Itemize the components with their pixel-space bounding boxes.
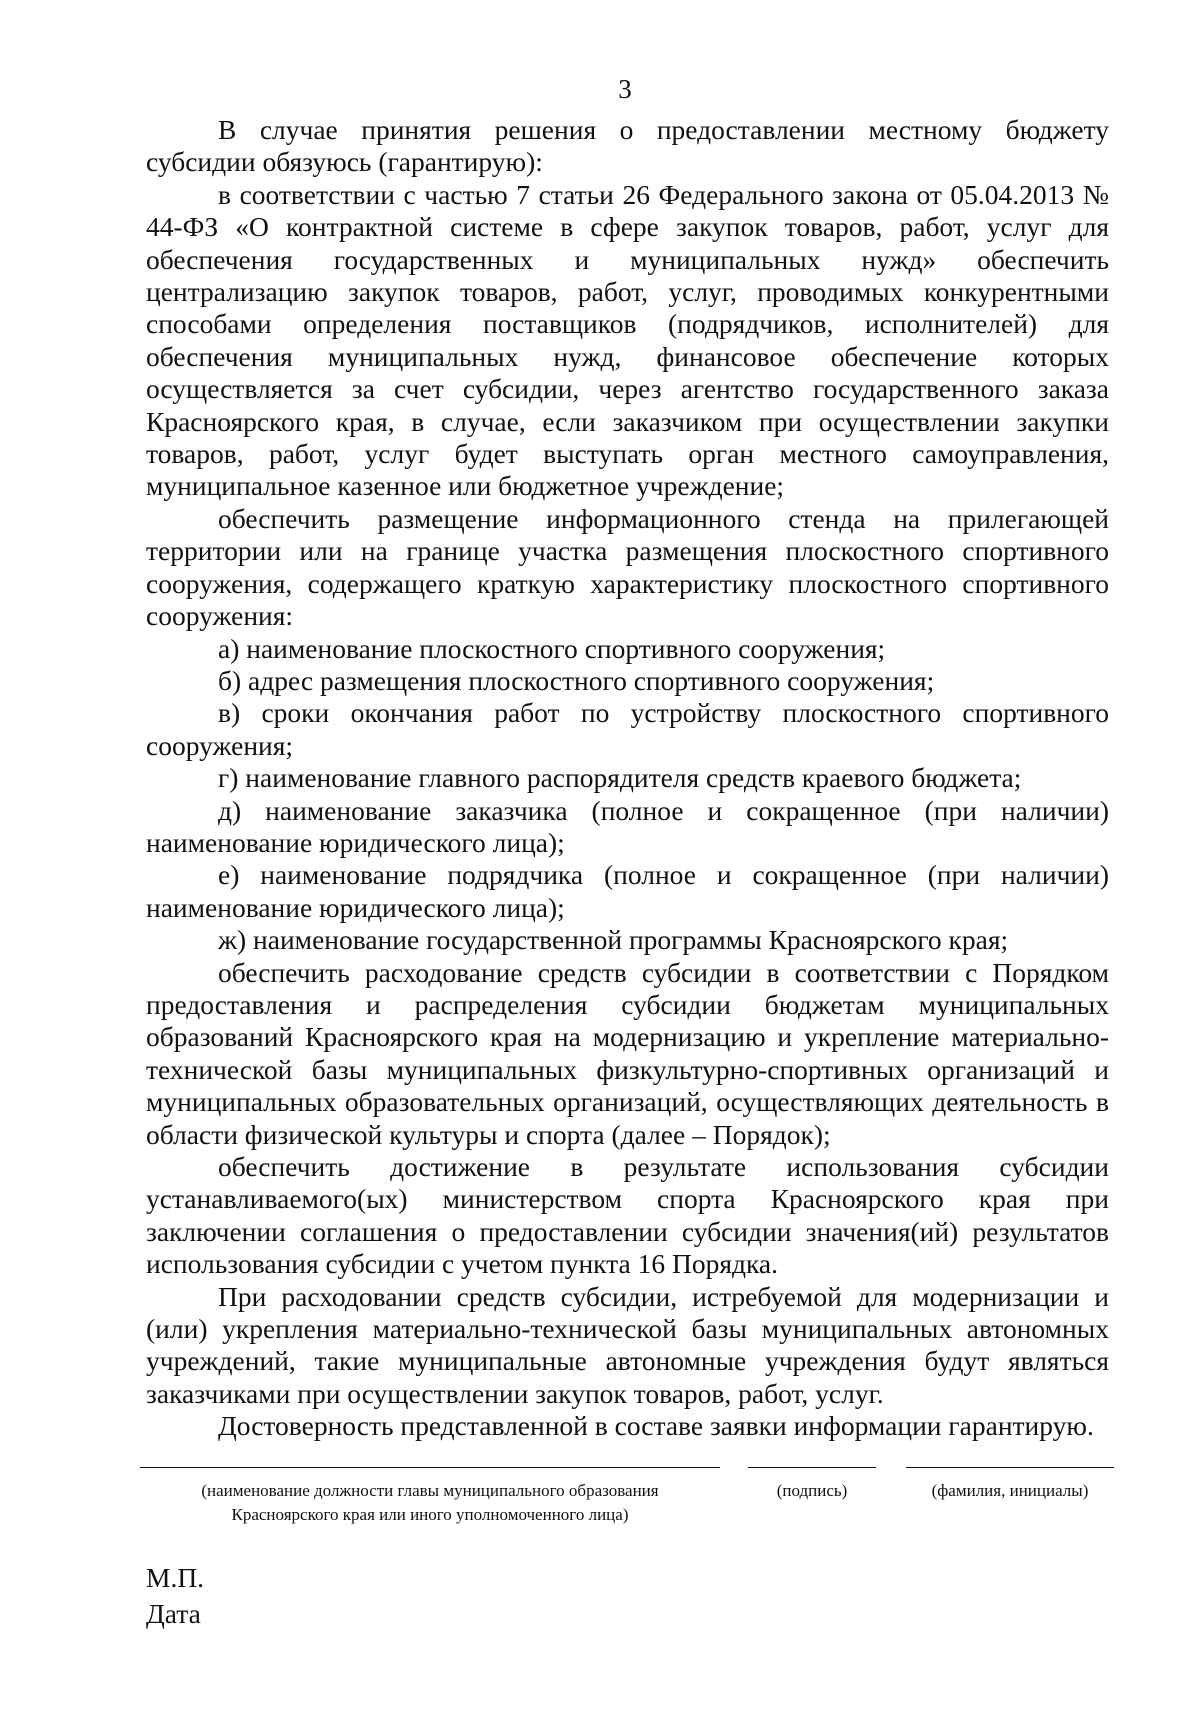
list-item-a: а) наименование плоскостного спортивного сооружения; <box>218 632 886 664</box>
paragraph-centralization: в соответствии с частью 7 статьи 26 Федерального закона от 05.04.2013 № 44-ФЗ «О контрактной системе в сфере закупок товаров, работ, услуг для обеспечения государственных и муниципальных нужд» обеспечить централизацию закупок товаров, работ, услуг, проводимых конкурентными способами определения поставщиков (подрядчиков, исполнителей) для обеспечения муниципальных нужд, финансовое обеспечение которых осуществляется за счет субсидии, через агентство государственного заказа Красноярского края, в случае, если заказчиком при осуществлении закупки товаров, работ, услуг будет выступать орган местного самоуправления, муниципальное казенное или бюджетное учреждение; <box>146 178 1109 502</box>
position-caption-line1: (наименование должности главы муниципального образования <box>201 1481 659 1500</box>
date-label: Дата <box>146 1598 201 1629</box>
signature-block <box>0 1467 1200 1527</box>
list-item-e: е) наименование подрядчика (полное и сокращенное (при наличии) наименование юридического лица); <box>146 859 1109 923</box>
seal-label: М.П. <box>146 1562 205 1593</box>
stamp-block <box>146 1560 204 1632</box>
list-item-g: г) наименование главного распорядителя средств краевого бюджета; <box>218 762 1022 794</box>
position-caption <box>140 1479 720 1527</box>
name-line <box>906 1467 1114 1468</box>
signature-caption: (подпись) <box>776 1481 848 1500</box>
paragraph-guarantee: Достоверность представленной в составе заявки информации гарантирую. <box>218 1410 1094 1442</box>
list-item-zh: ж) наименование государственной программы Красноярского края; <box>218 924 1009 956</box>
signature-line <box>748 1467 876 1468</box>
paragraph-results: обеспечить достижение в результате использования субсидии устанавливаемого(ых) министерством спорта Красноярского края при заключении соглашения о предоставлении субсидии значения(ий) результатов использования субсидии с учетом пункта 16 Порядка. <box>146 1151 1109 1280</box>
list-item-d: д) наименование заказчика (полное и сокращенное (при наличии) наименование юридического лица); <box>146 794 1109 858</box>
position-line <box>140 1467 720 1468</box>
name-caption: (фамилия, инициалы) <box>931 1481 1089 1500</box>
paragraph-info-stand: обеспечить размещение информационного стенда на прилегающей территории или на границе участка размещения плоскостного спортивного сооружения, содержащего краткую характеристику плоскостного спортивного сооружения: <box>146 502 1109 632</box>
list-item-b: б) адрес размещения плоскостного спортивного сооружения; <box>218 664 935 696</box>
list-item-v: в) сроки окончания работ по устройству плоскостного спортивного сооружения; <box>146 697 1109 761</box>
paragraph-intro: В случае принятия решения о предоставлении местному бюджету субсидии обязуюсь (гарантирую): <box>146 114 1109 178</box>
paragraph-spending: обеспечить расходование средств субсидии в соответствии с Порядком предоставления и распределения субсидии бюджетам муниципальных образований Красноярского края на модернизацию и укрепление материально-технической базы муниципальных физкультурно-спортивных организаций и муниципальных образовательных организаций, осуществляющих деятельность в области физической культуры и спорта (далее – Порядок); <box>146 956 1109 1150</box>
page-number: 3 <box>618 74 632 104</box>
paragraph-autonomous: При расходовании средств субсидии, истребуемой для модернизации и (или) укрепления материально-технической базы муниципальных автономных учреждений, такие муниципальные автономные учреждения будут являться заказчиками при осуществлении закупок товаров, работ, услуг. <box>146 1280 1109 1409</box>
body-text <box>146 114 1109 1443</box>
position-caption-line2: Красноярского края или иного уполномоченного лица) <box>231 1505 629 1524</box>
